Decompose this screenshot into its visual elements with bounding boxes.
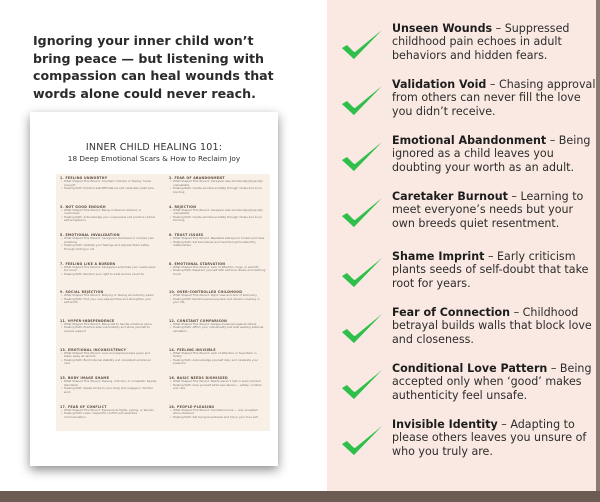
list-item	[339, 418, 594, 478]
card-title: 16. BASIC NEEDS DISMISSED	[169, 376, 228, 381]
card-bullet: • Healing Path: Practice safe vulnerability and allow yourself to receive support	[60, 326, 157, 333]
card-bullet: • What Shaped This Wound: Caregivers acted like your needs were too much	[60, 266, 157, 273]
wound-card	[165, 403, 270, 432]
list-item	[339, 78, 594, 138]
list-item-title: Shame Imprint	[392, 250, 485, 263]
card-bullet: • Healing Path: Create emotional safety through rituals and inner bonding	[169, 187, 266, 194]
card-bullet: • Healing Path: Practice self-affirmations and celebrate small wins	[60, 187, 157, 191]
card-title: 1. FEELING UNWORTHY	[60, 176, 108, 180]
list-item-text	[392, 134, 597, 174]
card-bullet: • What Shaped This Wound: Caregivers dismissed or mocked your emotions	[60, 237, 157, 244]
list-item-title: Validation Void	[392, 78, 487, 91]
wound-card	[165, 288, 270, 317]
card-bullet: • Healing Path: Reclaim personal power and decision-making in your life	[169, 298, 266, 305]
checkmark-icon	[339, 28, 385, 64]
card-bullet: • What Shaped This Wound: Being compared, blamed, or overlooked	[60, 209, 157, 216]
list-item-text	[392, 22, 597, 62]
wound-card	[165, 374, 270, 403]
headline: Ignoring your inner child won’t bring peace — but listening with compassion can heal wounds that words alone could never reach.	[33, 33, 274, 101]
card-bullet: • What Shaped This Wound: Caregiver was emotionally/physically unavailable	[169, 209, 266, 216]
card-bullet: • Healing Path: Create emotional safety through rituals and inner bonding	[169, 216, 266, 223]
card-bullet: • Healing Path: Set boundaries and heal through trustworthy relationships	[169, 241, 266, 248]
list-item	[339, 362, 594, 422]
card-bullet: • What Shaped This Wound: Being left to handle emotions alone	[60, 323, 157, 327]
checkmark-icon	[339, 368, 385, 404]
card-title: 13. EMOTIONAL INCONSISTENCY	[60, 347, 127, 352]
card-bullet: • Healing Path: Validate your feelings and express them safely through writing or art	[60, 244, 157, 251]
right-panel	[327, 0, 596, 491]
list-item	[339, 306, 594, 366]
wound-card	[165, 231, 270, 260]
card-title: 5. EMOTIONAL INVALIDATION	[60, 233, 120, 238]
wound-card	[165, 260, 270, 289]
card-bullet: • What Shaped This Wound: Bullying or feeling excluded by peers	[60, 294, 157, 298]
list-item-description: – Adapting to please others leaves you unsure of who you truly are.	[392, 418, 587, 458]
card-title: 3. NOT GOOD ENOUGH	[60, 204, 106, 209]
card-bullet: • What Shaped This Wound: Lack of affection, hugs, or warmth	[169, 266, 266, 270]
wound-card	[165, 346, 270, 375]
list-item-description: – Chasing approval from others can never fill the love you didn’t receive.	[392, 78, 596, 118]
checkmark-icon	[339, 84, 385, 120]
card-bullet: • Healing Path: Build internal stability and consistent emotional care	[60, 359, 157, 366]
card-title: 8. EMOTIONAL STARVATION	[169, 261, 226, 266]
list-item-text	[392, 190, 597, 230]
card-title: 18. PEOPLE-PLEASING	[169, 404, 215, 409]
list-item-title: Invisible Identity	[392, 418, 498, 431]
card-bullet: • What Shaped This Wound: Caregiver was emotionally/physically unavailable	[169, 180, 266, 187]
list-item-description: – Learning to meet everyone’s needs but your own breeds quiet resentment.	[392, 190, 584, 230]
list-item-text	[392, 78, 597, 118]
card-title: 15. BODY IMAGE SHAME	[60, 376, 110, 381]
list-item-title: Unseen Wounds	[392, 22, 493, 35]
card-bullet: • What Shaped This Wound: Repeated betrayal or broken promises	[169, 237, 266, 241]
list-item	[339, 250, 594, 310]
card-title: 12. CONSTANT COMPARISON	[169, 318, 228, 323]
list-item-text	[392, 306, 597, 346]
bottom-bar	[0, 491, 600, 502]
wound-card	[56, 374, 161, 403]
edge-strip	[596, 0, 600, 491]
card-bullet: • What Shaped This Wound: Needs weren't met or were mocked	[169, 380, 266, 384]
list-item-text	[392, 362, 597, 402]
card-bullet: • Healing Path: Find your soul-aligned tribe and strengthen your self-worth	[60, 298, 157, 305]
card-title: 17. FEAR OF CONFLICT	[60, 404, 107, 409]
list-item-title: Caretaker Burnout	[392, 190, 508, 203]
card-title: 6. TRUST ISSUES	[169, 233, 204, 238]
wound-grid	[56, 174, 270, 431]
list-item-description: – Childhood betrayal builds walls that block love and closeness.	[392, 306, 592, 346]
card-title: 11. HYPER-INDEPENDENCE	[60, 318, 115, 323]
card-bullet: • Healing Path: Give yourself what was denied — safety, comfort, and care	[169, 384, 266, 391]
card-bullet: • What Shaped This Wound: Constant criticism or feeling "never enough"	[60, 180, 157, 187]
card-bullet: • What Shaped This Wound: Always measured against others	[169, 323, 266, 327]
list-item-title: Conditional Love Pattern	[392, 362, 548, 375]
card-bullet: • What Shaped This Wound: Exposure to fights, yelling, or tension	[60, 409, 157, 413]
card-title: 14. FEELING INVISIBLE	[169, 347, 216, 352]
wound-card	[56, 203, 161, 232]
list-item-description: – Suppressed childhood pain echoes in adult behaviors and hidden fears.	[392, 22, 570, 62]
card-bullet: • Healing Path: Set loving boundaries and honor your true self	[169, 416, 266, 420]
wound-card	[165, 203, 270, 232]
wound-card	[56, 403, 161, 432]
card-bullet: • Healing Path: Affirm your individuality and stop seeking external validation	[169, 326, 266, 333]
checkmark-icon	[339, 140, 385, 176]
checkmark-icon	[339, 424, 385, 460]
checkmark-icon	[339, 312, 385, 348]
list-item	[339, 22, 594, 82]
checkmark-icon	[339, 256, 385, 292]
card-title: 10. OVER-CONTROLLED CHILDHOOD	[169, 290, 243, 295]
list-item-description: – Being ignored as a child leaves you doubting your worth as an adult.	[392, 134, 591, 174]
wound-card	[56, 174, 161, 203]
card-bullet: • What Shaped This Wound: Lack of attention or favoritism in family	[169, 352, 266, 359]
list-item-description: – Early criticism plants seeds of self-doubt that take root for years.	[392, 250, 589, 290]
document-title: INNER CHILD HEALING 101:	[85, 142, 223, 153]
checkmark-icon	[339, 196, 385, 232]
document-preview	[30, 112, 278, 466]
list-item	[339, 134, 594, 194]
card-bullet: • Healing Path: Speak kindly to your body and engage in mindful work	[60, 387, 157, 394]
wound-card	[165, 317, 270, 346]
wound-card	[56, 260, 161, 289]
card-bullet: • Healing Path: Learn respectful conflict and assertive communication	[60, 412, 157, 419]
list-item-description: – Being accepted only when ‘good’ makes authenticity feel unsafe.	[392, 362, 592, 402]
card-title: 9. SOCIAL REJECTION	[60, 290, 104, 295]
card-title: 4. REJECTION	[169, 204, 197, 209]
wound-card	[56, 288, 161, 317]
card-bullet: • What Shaped This Wound: Conditional love — only accepted when obedient	[169, 409, 266, 416]
card-bullet: • Healing Path: Reclaim your right to exist and be cared for	[60, 273, 157, 277]
card-bullet: • What Shaped This Wound: Teasing, criticism, or unrealistic beauty standards	[60, 380, 157, 387]
card-bullet: • Healing Path: Reparent yourself with self-love rituals and soothing touch	[169, 269, 266, 276]
wound-card	[56, 231, 161, 260]
card-bullet: • What Shaped This Wound: Rigid rules and lack of autonomy	[169, 294, 266, 298]
list-item-title: Fear of Connection	[392, 306, 511, 319]
card-bullet: • Healing Path: Acknowledge yourself daily and celebrate your presence	[169, 359, 266, 366]
card-title: 2. FEAR OF ABANDONMENT	[169, 176, 225, 180]
list-item-text	[392, 250, 597, 290]
list-item	[339, 190, 594, 250]
list-item-text	[392, 418, 597, 458]
document-subtitle: 18 Deep Emotional Scars & How to Reclaim Joy	[67, 154, 241, 163]
card-bullet: • Healing Path: Acknowledge your uniqueness and practice radical self-acceptance	[60, 216, 157, 223]
wound-card	[56, 346, 161, 375]
card-title: 7. FEELING LIKE A BURDEN	[60, 261, 116, 266]
list-item-title: Emotional Abandonment	[392, 134, 547, 147]
wound-card	[56, 317, 161, 346]
card-bullet: • What Shaped This Wound: Love and approval were given and taken away at random	[60, 352, 157, 359]
wound-card	[165, 174, 270, 203]
